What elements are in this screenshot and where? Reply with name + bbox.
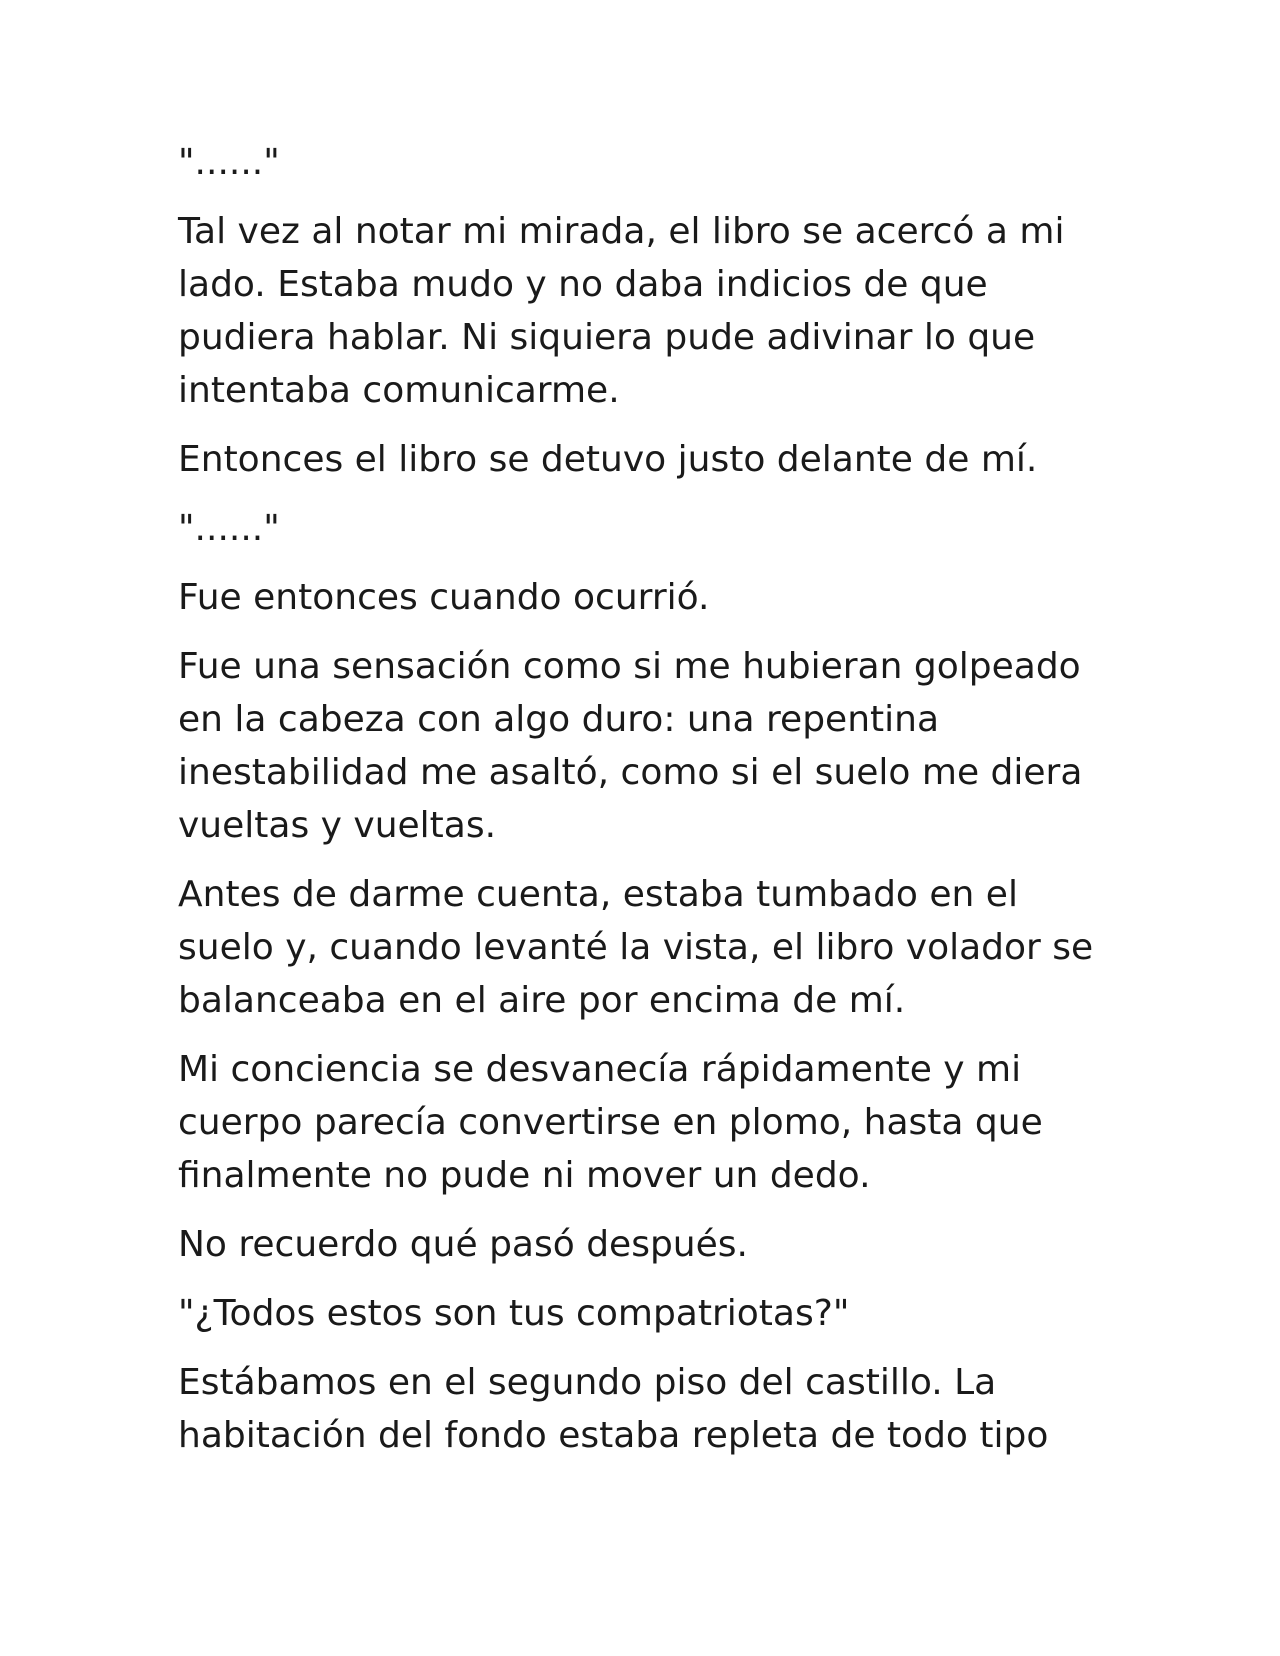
paragraph: "......"	[178, 508, 280, 549]
paragraph: Fue una sensación como si me hubieran golpeado en la cabeza con algo duro: una repentina inestabilidad me asaltó, como si el suelo me diera vueltas y vueltas.	[178, 646, 1083, 846]
paragraph: "......"	[178, 142, 280, 183]
document-page	[178, 136, 1108, 1478]
paragraph: Mi conciencia se desvanecía rápidamente y mi cuerpo parecía convertirse en plomo, hasta que finalmente no pude ni mover un dedo.	[178, 1049, 1043, 1196]
paragraph: Antes de darme cuenta, estaba tumbado en el suelo y, cuando levanté la vista, el libro volador se balanceaba en el aire por encima de mí.	[178, 874, 1094, 1021]
paragraph: Fue entonces cuando ocurrió.	[178, 577, 710, 618]
paragraph: Tal vez al notar mi mirada, el libro se acercó a mi lado. Estaba mudo y no daba indicios de que pudiera hablar. Ni siquiera pude adivinar lo que intentaba comunicarme.	[178, 211, 1065, 411]
paragraph: "¿Todos estos son tus compatriotas?"	[178, 1293, 850, 1334]
paragraph: Estábamos en el segundo piso del castillo. La habitación del fondo estaba repleta de todo tipo	[178, 1362, 1049, 1456]
paragraph: Entonces el libro se detuvo justo delante de mí.	[178, 439, 1038, 480]
paragraph: No recuerdo qué pasó después.	[178, 1224, 748, 1265]
